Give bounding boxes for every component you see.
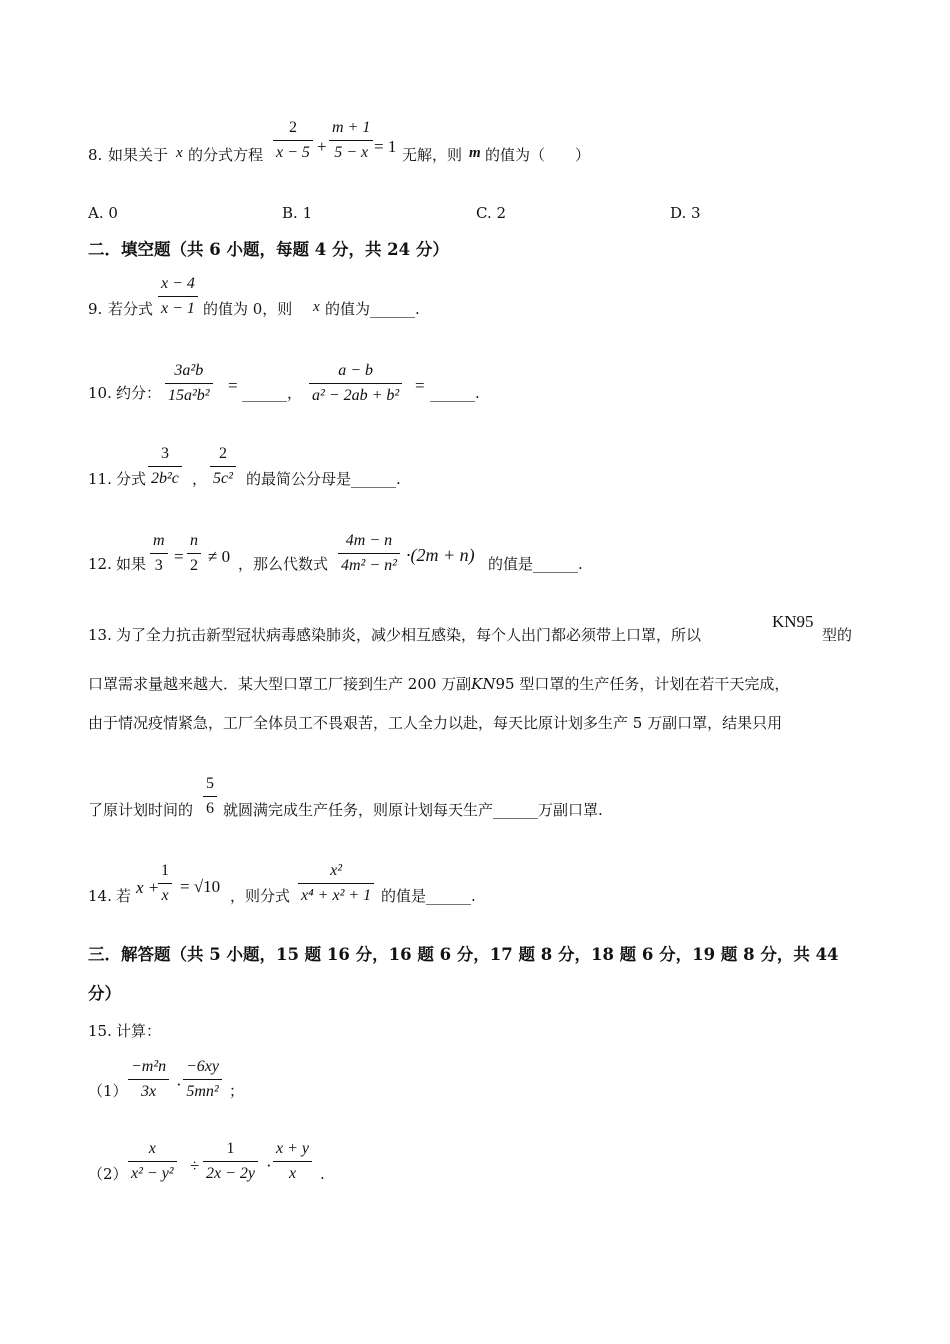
q9-pre: 若分式	[108, 300, 154, 318]
option-c[interactable]: C. 2	[476, 204, 507, 222]
q14-equals-sqrt10: = √10	[180, 877, 221, 896]
q8-equals: = 1	[374, 137, 397, 156]
q8-number: 8.	[88, 146, 103, 164]
q15-part-2-end: .	[320, 1165, 325, 1183]
q14-pre: 若	[116, 887, 132, 905]
q12-post: 的值是______.	[488, 555, 583, 573]
option-a[interactable]: A. 0	[88, 204, 118, 222]
q11-post: 的最简公分母是______.	[246, 470, 401, 488]
q10-blank-2: ______.	[430, 384, 480, 402]
q15-title: 计算：	[116, 1022, 162, 1040]
q9-post: 的值为______.	[325, 300, 420, 318]
q15-part-1-fraction-2: −6xy 5mn²	[183, 1058, 222, 1102]
q14-post: 的值是______.	[381, 887, 476, 905]
q15-part-2-dot: ·	[266, 1156, 272, 1175]
q8-pre: 如果关于	[108, 146, 169, 164]
q12-factor: ·(2m + n)	[406, 545, 475, 565]
q13-line-4-post: 就圆满完成生产任务，则原计划每天生产______万副口罩.	[223, 801, 603, 819]
q12-equals: =	[174, 547, 184, 566]
q13-line-2: 口罩需求量越来越大．某大型口罩工厂接到生产 200 万副KN95 型口罩的生产任务，计划在若干天完成，	[88, 675, 790, 693]
q15-part-1-end: ；	[229, 1082, 245, 1100]
q8-var-m: m	[469, 145, 481, 161]
q9-var: x	[313, 299, 320, 315]
q12-fraction-1: m 3	[150, 532, 168, 576]
q12-fraction-2: n 2	[187, 532, 201, 576]
q11-comma: ，	[192, 470, 208, 488]
q14-x-plus: x +	[136, 878, 160, 897]
q13-fraction: 5 6	[203, 775, 217, 819]
q13-number: 13.	[88, 626, 112, 644]
q10-equals-1: =	[228, 376, 238, 395]
q8-mid: 的分式方程	[188, 146, 264, 164]
q14-fraction-2: x² x⁴ + x² + 1	[298, 862, 374, 906]
q11-number: 11.	[88, 470, 112, 488]
q8-post-2: 的值为（ ）	[485, 146, 591, 164]
q8-fraction-1: 2 x − 5	[273, 119, 313, 163]
q11-pre: 分式	[116, 470, 147, 488]
q12-not-equal: ≠ 0	[208, 547, 231, 566]
q15-part-2-label: （2）	[88, 1165, 128, 1183]
q12-fraction-3: 4m − n 4m² − n²	[338, 532, 400, 576]
section-2-heading: 二．填空题（共 6 小题，每题 4 分，共 24 分）	[88, 240, 449, 259]
q8-var-x: x	[176, 145, 183, 161]
option-b[interactable]: B. 1	[282, 204, 313, 222]
q9-mid: 的值为 0，则	[203, 300, 293, 318]
q10-equals-2: =	[415, 376, 425, 395]
q11-fraction-1: 3 2b²c	[148, 445, 182, 489]
q9-fraction: x − 4 x − 1	[158, 275, 198, 319]
q15-part-2-fraction-3: x + y x	[273, 1140, 312, 1184]
q13-line-4-pre: 了原计划时间的	[88, 801, 194, 819]
q8-post-1: 无解，则	[402, 146, 463, 164]
q15-part-1-fraction-1: −m²n 3x	[128, 1058, 169, 1102]
q9-number: 9.	[88, 300, 103, 318]
q11-fraction-2: 2 5c²	[210, 445, 236, 489]
q15-part-2-fraction-1: x x² − y²	[128, 1140, 177, 1184]
q13-kn95: KN95	[772, 612, 814, 631]
q10-fraction-1: 3a²b 15a²b²	[165, 362, 213, 406]
q12-number: 12.	[88, 555, 112, 573]
option-d[interactable]: D. 3	[670, 204, 701, 222]
q14-mid: ，则分式	[230, 887, 291, 905]
q15-part-1-label: （1）	[88, 1082, 128, 1100]
q10-number: 10.	[88, 384, 112, 402]
q12-mid: ，那么代数式	[238, 555, 329, 573]
q10-fraction-2: a − b a² − 2ab + b²	[309, 362, 402, 406]
q13-line-3: 由于情况疫情紧急，工厂全体员工不畏艰苦，工人全力以赴，每天比原计划多生产 5 万副口罩，结果只用	[88, 714, 783, 732]
q13-line-1-end: 型的	[822, 626, 853, 644]
section-3-heading-line-2: 分）	[88, 984, 121, 1003]
q14-fraction-1: 1 x	[158, 862, 172, 906]
q10-pre: 约分：	[116, 384, 162, 402]
q13-line-1: 为了全力抗击新型冠状病毒感染肺炎，减少相互感染，每个人出门都必须带上口罩，所以	[116, 626, 702, 644]
q14-number: 14.	[88, 887, 112, 905]
q12-pre: 如果	[116, 555, 147, 573]
q8-fraction-2: m + 1 5 − x	[329, 119, 373, 163]
q8-plus: +	[317, 137, 327, 156]
q15-number: 15.	[88, 1022, 112, 1040]
q15-part-1-dot: ·	[176, 1075, 182, 1094]
q10-blank-1: ______，	[242, 384, 303, 402]
q15-part-2-fraction-2: 1 2x − 2y	[203, 1140, 258, 1184]
q15-part-2-divide: ÷	[190, 1156, 200, 1175]
section-3-heading-line-1: 三．解答题（共 5 小题，15 题 16 分，16 题 6 分，17 题 8 分，18 题 6 分，19 题 8 分，共 44	[88, 945, 839, 964]
